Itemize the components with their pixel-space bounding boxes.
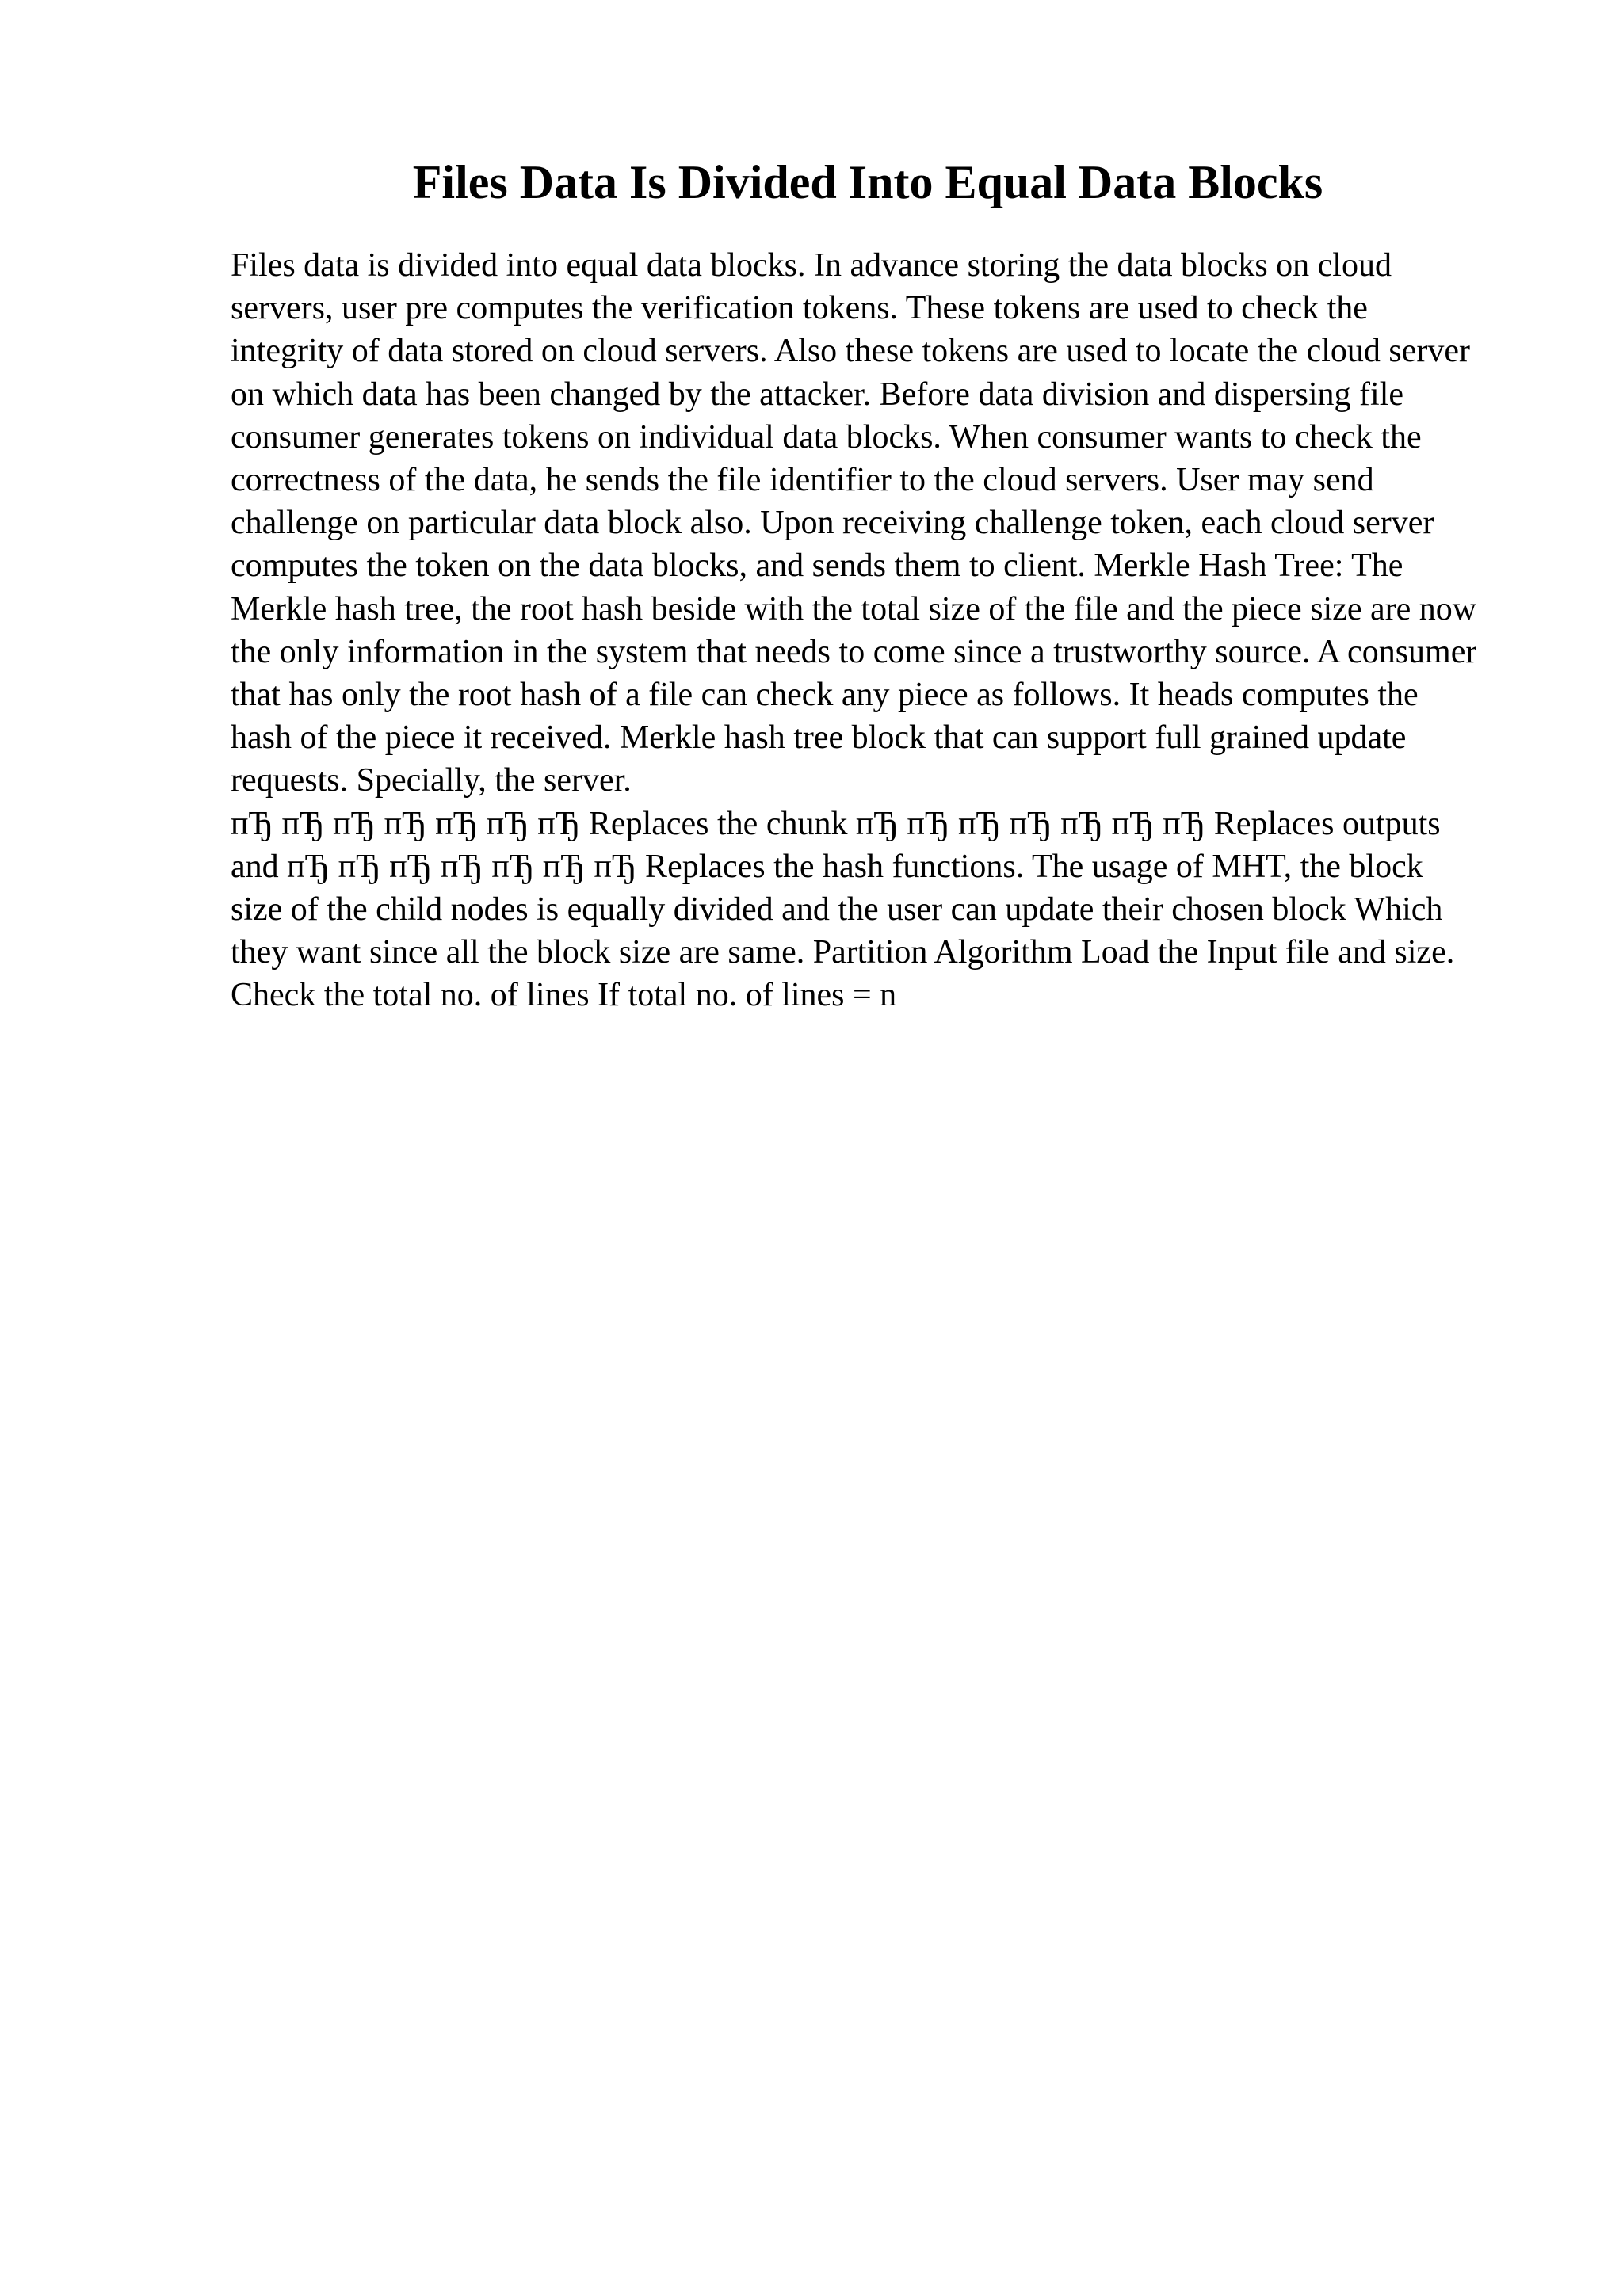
paragraph: Files data is divided into equal data blocks. In advance storing the data blocks on cloud servers, user pre computes the verification tokens. These tokens are used to check the integrity of data stored on cloud servers. Also these tokens are used to locate the cloud server on which data has been changed by the attacker. Before data division and dispersing file consumer generates tokens on individual data blocks. When consumer wants to check the correctness of the data, he sends the file identifier to the cloud servers. User may send challenge on particular data block also. Upon receiving challenge token, each cloud server computes the token on the data blocks, and sends them to client. Merkle Hash Tree: The Merkle hash tree, the root hash beside with the total size of the file and the piece size are now the only information in the system that needs to come since a trustworthy source. A consumer that has only the root hash of a file can check any piece as follows. It heads computes the hash of the piece it received. Merkle hash tree block that can support full grained update requests. Specially, the server. [231, 247, 1477, 799]
paragraph: пЂ пЂ пЂ пЂ пЂ пЂ пЂ Replaces the chunk пЂ пЂ пЂ пЂ пЂ пЂ пЂ Replaces outputs and пЂ пЂ пЂ пЂ пЂ пЂ пЂ Replaces the hash functions. The usage of MHT, the block size of the child nodes is equally divided and the user can update their chosen block Which they want since all the block size are same. Partition Algorithm Load the Input file and size. Check the total no. of lines If total no. of lines = n [231, 805, 1455, 1014]
page-title: Files Data Is Divided Into Equal Data Blocks [412, 156, 1323, 208]
body-text [231, 244, 1479, 1017]
